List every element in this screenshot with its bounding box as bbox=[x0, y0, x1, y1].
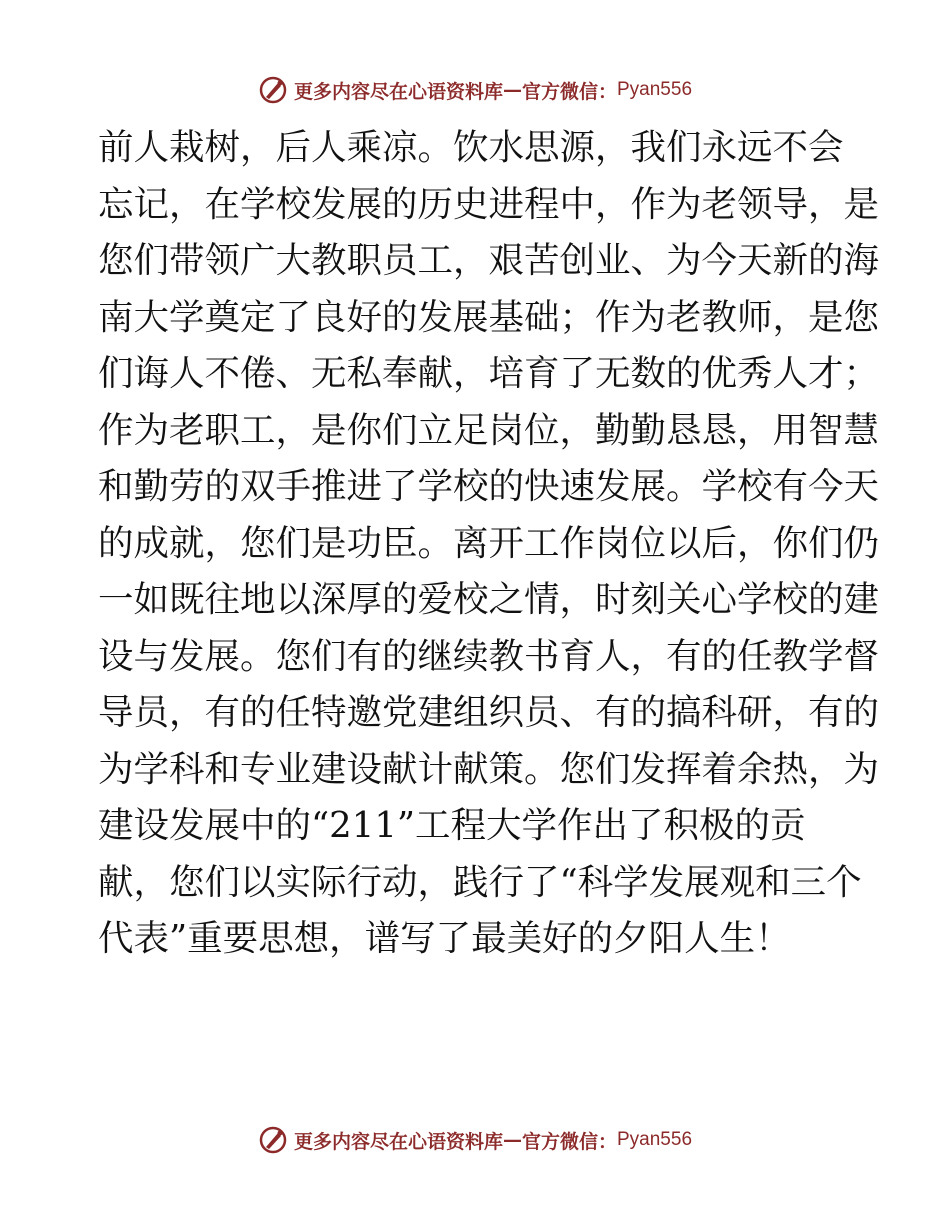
body-line: 忘记，在学校发展的历史进程中，作为老领导，是 bbox=[98, 183, 880, 225]
body-line: 和勤劳的双手推进了学校的快速发展。学校有今天 bbox=[98, 466, 880, 507]
pen-logo-icon bbox=[258, 75, 288, 105]
body-line: 导员，有的任特邀党建组织员、有的搞科研，有的 bbox=[98, 692, 880, 733]
header-wechat-id: Pyan556 bbox=[617, 79, 693, 100]
header-banner bbox=[0, 70, 950, 110]
body-line: 献，您们以实际行动，践行了“科学发展观和三个 bbox=[98, 861, 862, 903]
header-site-text: 更多内容尽在心语资料库 bbox=[293, 80, 503, 103]
footer-banner bbox=[0, 1120, 950, 1160]
body-line: 们诲人不倦、无私奉献，培育了无数的优秀人才； bbox=[98, 353, 880, 394]
footer-wechat-label: 官方微信： bbox=[521, 1130, 617, 1153]
body-line: 作为老职工，是你们立足岗位，勤勤恳恳，用智慧 bbox=[98, 409, 880, 451]
footer-wechat-id: Pyan556 bbox=[617, 1129, 693, 1150]
body-line: 建设发展中的“211”工程大学作出了积极的贡 bbox=[98, 805, 806, 846]
body-line: 代表”重要思想，谱写了最美好的夕阳人生！ bbox=[98, 918, 791, 959]
footer-separator: — bbox=[502, 1129, 522, 1151]
body-line: 南大学奠定了良好的发展基础；作为老教师，是您 bbox=[98, 296, 880, 338]
header-separator: — bbox=[502, 79, 522, 101]
body-line: 为学科和专业建设献计献策。您们发挥着余热，为 bbox=[98, 748, 880, 790]
body-line: 一如既往地以深厚的爱校之情，时刻关心学校的建 bbox=[98, 579, 880, 620]
body-line: 的成就，您们是功臣。离开工作岗位以后，你们仍 bbox=[98, 522, 880, 564]
footer-site-text: 更多内容尽在心语资料库 bbox=[293, 1130, 503, 1153]
header-wechat-label: 官方微信： bbox=[521, 80, 617, 103]
body-line: 您们带领广大教职员工，艰苦创业、为今天新的海 bbox=[98, 240, 880, 281]
document-body bbox=[98, 120, 880, 968]
pen-logo-icon bbox=[258, 1125, 288, 1155]
body-line: 前人栽树，后人乘凉。饮水思源，我们永远不会 bbox=[98, 127, 844, 168]
body-line: 设与发展。您们有的继续教书育人，有的任教学督 bbox=[98, 635, 880, 677]
